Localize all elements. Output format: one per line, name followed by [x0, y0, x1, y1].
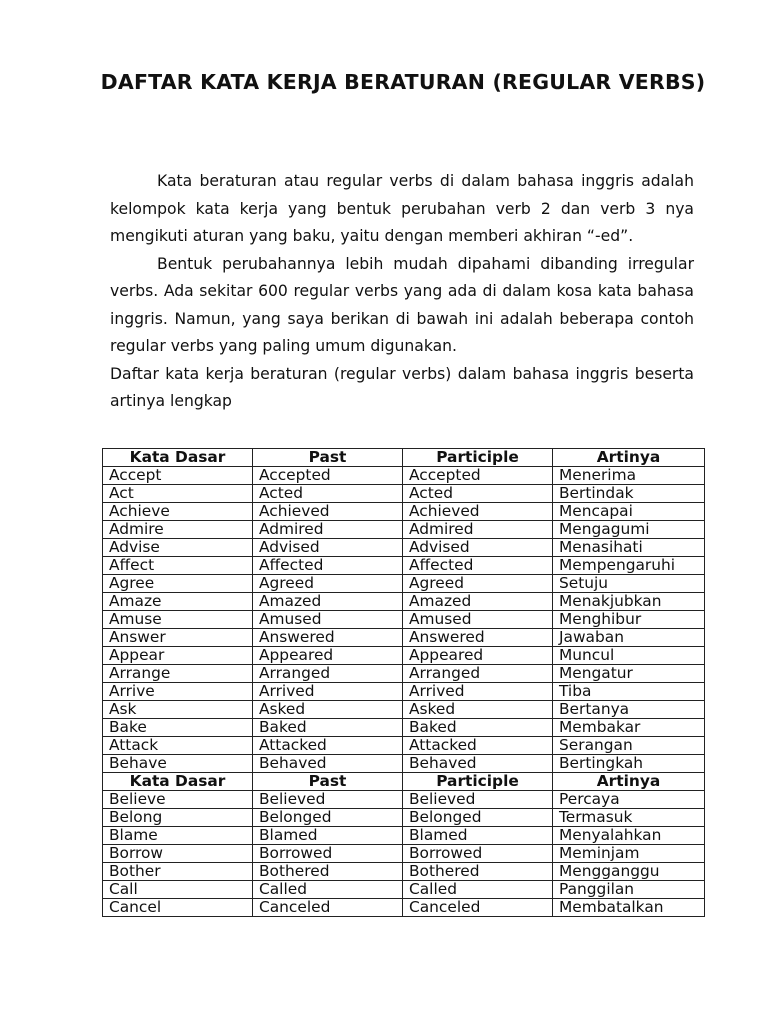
- table-cell: Baked: [253, 719, 403, 737]
- table-row: [103, 647, 705, 665]
- table-row: [103, 575, 705, 593]
- table-cell: Accept: [103, 467, 253, 485]
- table-row: [103, 863, 705, 881]
- table-cell: Blamed: [253, 827, 403, 845]
- column-header: Artinya: [553, 449, 705, 467]
- table-row: [103, 503, 705, 521]
- table-cell: Menerima: [553, 467, 705, 485]
- table-cell: Behaved: [403, 755, 553, 773]
- table-cell: Affected: [253, 557, 403, 575]
- table-row: [103, 521, 705, 539]
- table-cell: Mempengaruhi: [553, 557, 705, 575]
- table-cell: Bertindak: [553, 485, 705, 503]
- table-cell: Mengagumi: [553, 521, 705, 539]
- table-row: [103, 467, 705, 485]
- table-cell: Menakjubkan: [553, 593, 705, 611]
- table-cell: Borrowed: [403, 845, 553, 863]
- table-row: [103, 701, 705, 719]
- table-cell: Admire: [103, 521, 253, 539]
- table-cell: Believe: [103, 791, 253, 809]
- table-row: [103, 557, 705, 575]
- table-cell: Meminjam: [553, 845, 705, 863]
- table-cell: Advise: [103, 539, 253, 557]
- table-row: [103, 755, 705, 773]
- table-cell: Arrived: [403, 683, 553, 701]
- table-cell: Borrow: [103, 845, 253, 863]
- table-cell: Affect: [103, 557, 253, 575]
- paragraph-definition: Kata beraturan atau regular verbs di dalam bahasa inggris adalah kelompok kata kerja yang bentuk perubahan verb 2 dan verb 3 nya mengikuti aturan yang baku, yaitu dengan memberi akhiran “-ed”.: [110, 172, 694, 245]
- table-cell: Arranged: [253, 665, 403, 683]
- table-cell: Acted: [403, 485, 553, 503]
- table-cell: Tiba: [553, 683, 705, 701]
- table-cell: Canceled: [403, 899, 553, 917]
- column-header: Past: [253, 449, 403, 467]
- table-cell: Arranged: [403, 665, 553, 683]
- table-row: [103, 899, 705, 917]
- table-cell: Called: [403, 881, 553, 899]
- table-cell: Muncul: [553, 647, 705, 665]
- page-title: DAFTAR KATA KERJA BERATURAN (REGULAR VERBS): [100, 70, 706, 94]
- table-header-row: [103, 773, 705, 791]
- table-cell: Answered: [253, 629, 403, 647]
- table-row: [103, 683, 705, 701]
- table-cell: Membatalkan: [553, 899, 705, 917]
- table-cell: Act: [103, 485, 253, 503]
- intro-text: [110, 168, 694, 416]
- table-cell: Attacked: [253, 737, 403, 755]
- column-header: Past: [253, 773, 403, 791]
- column-header: Artinya: [553, 773, 705, 791]
- regular-verbs-table: [102, 448, 705, 917]
- table-row: [103, 539, 705, 557]
- table-cell: Amuse: [103, 611, 253, 629]
- table-cell: Believed: [403, 791, 553, 809]
- table-cell: Belong: [103, 809, 253, 827]
- table-cell: Serangan: [553, 737, 705, 755]
- table-row: [103, 845, 705, 863]
- table-cell: Advised: [403, 539, 553, 557]
- table-cell: Belonged: [403, 809, 553, 827]
- table-cell: Believed: [253, 791, 403, 809]
- table-row: [103, 737, 705, 755]
- table-row: [103, 881, 705, 899]
- table-cell: Ask: [103, 701, 253, 719]
- table-cell: Asked: [253, 701, 403, 719]
- table-cell: Attack: [103, 737, 253, 755]
- table-cell: Cancel: [103, 899, 253, 917]
- column-header: Kata Dasar: [103, 449, 253, 467]
- table-cell: Behave: [103, 755, 253, 773]
- table-cell: Menghibur: [553, 611, 705, 629]
- column-header: Participle: [403, 449, 553, 467]
- table-cell: Bothered: [253, 863, 403, 881]
- table-cell: Mengganggu: [553, 863, 705, 881]
- table-cell: Blamed: [403, 827, 553, 845]
- table-cell: Advised: [253, 539, 403, 557]
- table-cell: Agreed: [403, 575, 553, 593]
- table-cell: Panggilan: [553, 881, 705, 899]
- table-cell: Belonged: [253, 809, 403, 827]
- table-cell: Mengatur: [553, 665, 705, 683]
- table-cell: Setuju: [553, 575, 705, 593]
- table-cell: Blame: [103, 827, 253, 845]
- table-cell: Arrived: [253, 683, 403, 701]
- table-cell: Answered: [403, 629, 553, 647]
- table-cell: Answer: [103, 629, 253, 647]
- table-row: [103, 827, 705, 845]
- table-cell: Termasuk: [553, 809, 705, 827]
- table-cell: Accepted: [253, 467, 403, 485]
- table-cell: Amused: [403, 611, 553, 629]
- table-cell: Bothered: [403, 863, 553, 881]
- table-cell: Bother: [103, 863, 253, 881]
- table-cell: Attacked: [403, 737, 553, 755]
- table-cell: Behaved: [253, 755, 403, 773]
- table-row: [103, 791, 705, 809]
- table-cell: Achieved: [253, 503, 403, 521]
- table-cell: Menyalahkan: [553, 827, 705, 845]
- column-header: Kata Dasar: [103, 773, 253, 791]
- table-cell: Appeared: [253, 647, 403, 665]
- table-cell: Agreed: [253, 575, 403, 593]
- table-cell: Amused: [253, 611, 403, 629]
- table-row: [103, 593, 705, 611]
- table-cell: Amazed: [403, 593, 553, 611]
- table-cell: Bake: [103, 719, 253, 737]
- table-cell: Baked: [403, 719, 553, 737]
- table-cell: Canceled: [253, 899, 403, 917]
- table-cell: Menasihati: [553, 539, 705, 557]
- table-cell: Affected: [403, 557, 553, 575]
- table-row: [103, 809, 705, 827]
- paragraph-explanation: Bentuk perubahannya lebih mudah dipahami dibanding irregular verbs. Ada sekitar 600 regular verbs yang ada di dalam kosa kata bahasa inggris. Namun, yang saya berikan di bawah ini adalah beberapa contoh regular verbs yang paling umum digunakan.: [110, 254, 694, 355]
- table-cell: Borrowed: [253, 845, 403, 863]
- table-cell: Amaze: [103, 593, 253, 611]
- table-cell: Achieved: [403, 503, 553, 521]
- table-cell: Achieve: [103, 503, 253, 521]
- paragraph-list-intro: Daftar kata kerja beraturan (regular verbs) dalam bahasa inggris beserta artinya lengkap: [110, 364, 694, 410]
- table-cell: Acted: [253, 485, 403, 503]
- table-cell: Percaya: [553, 791, 705, 809]
- table-cell: Admired: [253, 521, 403, 539]
- table-cell: Amazed: [253, 593, 403, 611]
- table-row: [103, 665, 705, 683]
- table-cell: Bertanya: [553, 701, 705, 719]
- table-header-row: [103, 449, 705, 467]
- table-row: [103, 719, 705, 737]
- table-cell: Arrange: [103, 665, 253, 683]
- table-cell: Called: [253, 881, 403, 899]
- table-cell: Mencapai: [553, 503, 705, 521]
- table-cell: Appeared: [403, 647, 553, 665]
- table-cell: Bertingkah: [553, 755, 705, 773]
- table-cell: Agree: [103, 575, 253, 593]
- column-header: Participle: [403, 773, 553, 791]
- table-cell: Jawaban: [553, 629, 705, 647]
- table-cell: Asked: [403, 701, 553, 719]
- table-row: [103, 485, 705, 503]
- table-cell: Appear: [103, 647, 253, 665]
- table-cell: Call: [103, 881, 253, 899]
- table-cell: Accepted: [403, 467, 553, 485]
- table-cell: Arrive: [103, 683, 253, 701]
- verbs-table-body: [103, 449, 705, 917]
- table-row: [103, 629, 705, 647]
- table-cell: Membakar: [553, 719, 705, 737]
- table-cell: Admired: [403, 521, 553, 539]
- table-row: [103, 611, 705, 629]
